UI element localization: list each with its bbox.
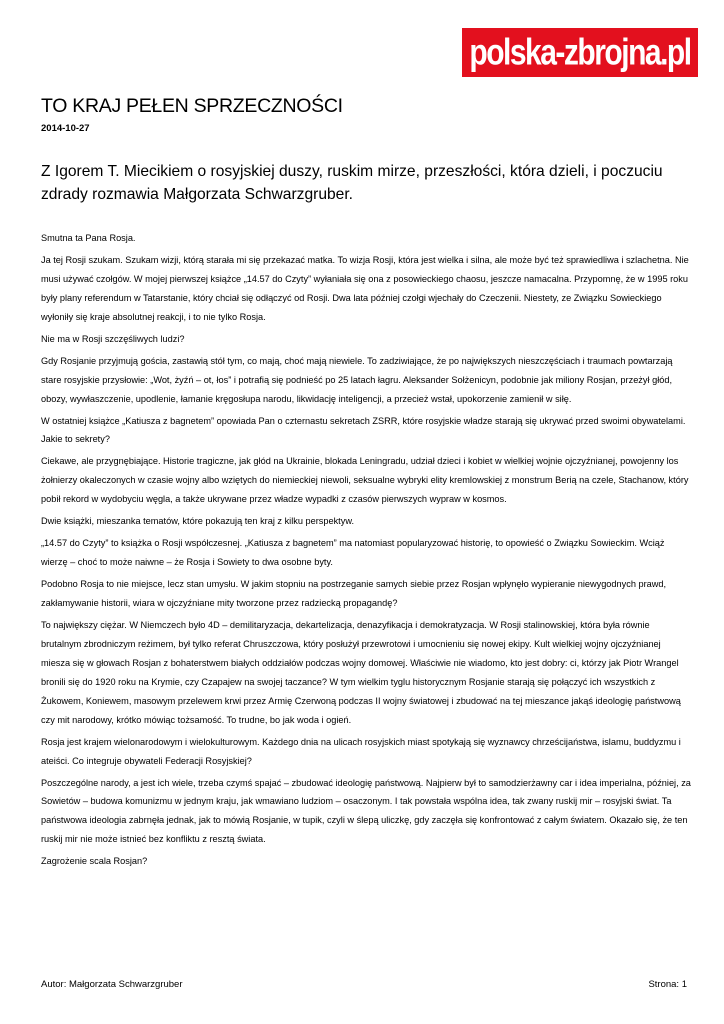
paragraph: Dwie książki, mieszanka tematów, które pokazują ten kraj z kilku perspektyw. (41, 516, 355, 527)
paragraph: Gdy Rosjanie przyjmują gościa, zastawią stół tym, co mają, choć mają niewiele. To zadziwiające, że po największych nieszczęściach i traumach powtarzają stare rosyjskie przysłowie: „Wot, żyźń – ot, łos” i potrafią się podnieść po 25 latach łagru. Aleksander Sołżenicyn, podobnie jak miliony Rosjan, przeżył głód, obozy, wywłaszczenie, upodlenie, łamanie kręgosłupa narodu, likwidację inteligencji, a przecież wstał, upokorzenie zamienił w siłę. (41, 355, 673, 404)
paragraph: Zagrożenie scala Rosjan? (41, 856, 148, 867)
paragraph: To największy ciężar. W Niemczech było 4D – demilitaryzacja, dekartelizacja, denazyfikacja i demokratyzacja. W Rosji stalinowskiej, która była równie brutalnym zbrodniczym reżimem, był tylko referat Chruszczowa, który posłużył przewrotowi i umocnieniu się nowej ekipy. Kult wielkiej wojny ojczyźnianej miesza się w głowach Rosjan z bohaterstwem białych oddziałów podczas wojny domowej. Właściwie nie wiadomo, kto jest dobry: ci, którzy jak Piotr Wrangel bronili się do 1920 roku na Krymie, czy Czapajew na swojej taczance? W tym wielkim tyglu historycznym Rosjanie starają się połączyć ich wszystkich z Żukowem, Koniewem, masowym przelewem krwi przez Armię Czerwoną podczas II wojny światowej i zbudować na tej mieszance jakąś ideologię państwową czy mit narodowy, krótko mówiąc tożsamość. To trudne, bo jak woda i ogień. (41, 620, 681, 725)
paragraph: Poszczególne narody, a jest ich wiele, trzeba czymś spajać – zbudować ideologię państwową. Najpierw był to samodzierżawny car i idea imperialna, później, za Sowietów – budowa komunizmu w jednym kraju, jak wmawiano ludziom – osaczonym. I tak powstała wspólna idea, tak zwany ruskij mir – rosyjski świat. Ta państwowa ideologia zabrnęła jednak, jak to mówią Rosjanie, w tupik, czyli w ślepą uliczkę, gdy zaczęła się konfrontować z całym światem. Okazało się, że ten ruskij mir nie może istnieć bez konfliktu z resztą świata. (41, 777, 691, 845)
site-logo-text: polska-zbrojna.pl (469, 31, 691, 73)
site-logo[interactable] (462, 28, 698, 77)
paragraph: Smutna ta Pana Rosja. (41, 233, 136, 243)
article-title: TO KRAJ PEŁEN SPRZECZNOŚCI (41, 95, 343, 117)
footer-page-number: Strona: 1 (648, 979, 687, 990)
paragraph: W ostatniej książce „Katiusza z bagnetem” opowiada Pan o czternastu sekretach ZSRR, które rosyjskie władze starają się ukrywać przed swoimi obywatelami. Jakie to sekrety? (41, 415, 686, 445)
paragraph: Rosja jest krajem wielonarodowym i wielokulturowym. Każdego dnia na ulicach rosyjskich miast spotykają się wyznawcy chrześcijaństwa, islamu, buddyzmu i ateiści. Co integruje obywateli Federacji Rosyjskiej? (41, 736, 681, 766)
paragraph: Podobno Rosja to nie miejsce, lecz stan umysłu. W jakim stopniu na postrzeganie samych siebie przez Rosjan wpłynęło wypieranie niewygodnych prawd, zakłamywanie historii, wiara w ojczyźniane mity tworzone przez radziecką propagandę? (41, 579, 667, 609)
paragraph: Ja tej Rosji szukam. Szukam wizji, którą starała mi się przekazać matka. To wizja Rosji, która jest wielka i silna, ale może być też sprawiedliwa i szlachetna. Nie musi używać czołgów. W mojej pierwszej książce „14.57 do Czyty” wyłaniała się ona z posowieckiego chaosu, jeszcze namacalna. Przypomnę, że w 1995 roku były plany referendum w Tatarstanie, który chciał się odłączyć od Rosji. Dwa lata później czołgi wjechały do Czeczenii. Niestety, ze Związku Sowieckiego wyłoniły się kraje absolutnej reakcji, i to nie tylko Rosja. (41, 255, 689, 322)
paragraph: Nie ma w Rosji szczęśliwych ludzi? (41, 333, 185, 344)
paragraph: „14.57 do Czyty” to książka o Rosji współczesnej. „Katiusza z bagnetem” ma natomiast popularyzować historię, to opowieść o Związku Sowieckim. Wciąż wierzę – choć to może naiwne – że Rosja i Sowiety to dwa osobne byty. (41, 538, 665, 568)
article-body (41, 229, 691, 874)
footer-author: Autor: Małgorzata Schwarzgruber (41, 979, 183, 990)
article-date: 2014-10-27 (41, 123, 90, 134)
article-lead: Z Igorem T. Miecikiem o rosyjskiej duszy, ruskim mirze, przeszłości, która dzieli, i poczuciu zdrady rozmawia Małgorzata Schwarzgruber. (41, 163, 663, 203)
paragraph: Ciekawe, ale przygnębiające. Historie tragiczne, jak głód na Ukrainie, blokada Leningradu, udział dzieci i kobiet w wielkiej wojnie ojczyźnianej, powojenny los żołnierzy okaleczonych w czasie wojny albo wziętych do niemieckiej niewoli, seksualne wybryki elity kremlowskiej z monstrum Berią na czele, Stachanow, który pobił rekord w wydobyciu węgla, a także ukrywane przez władze wypadki z czasów pierwszych wypraw w kosmos. (41, 456, 689, 505)
